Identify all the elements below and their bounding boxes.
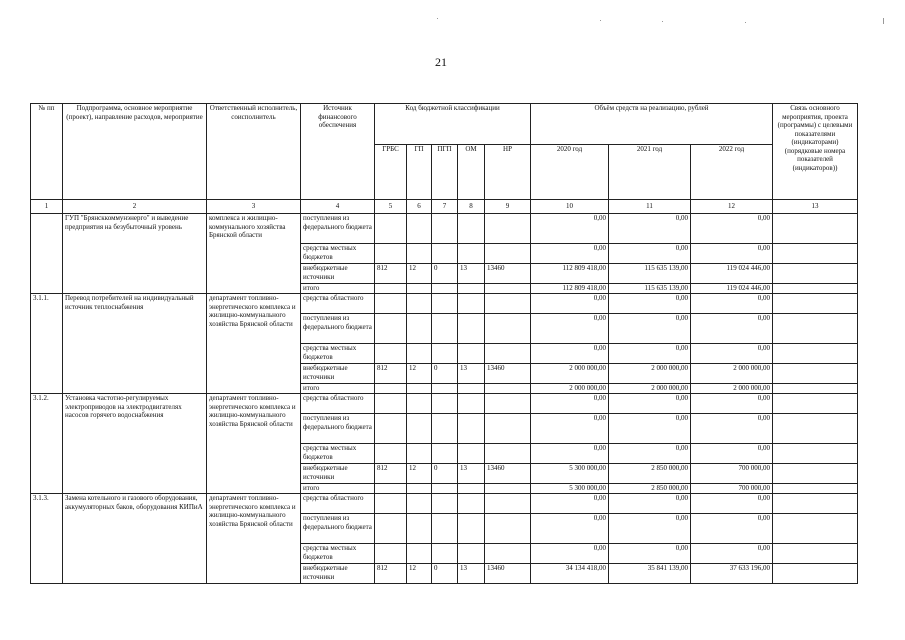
indicator-link <box>773 414 858 444</box>
code-pgp <box>432 384 458 394</box>
amount-2020: 2 000 000,00 <box>531 364 609 384</box>
code-om <box>458 514 485 544</box>
amount-2022: 0,00 <box>691 294 773 314</box>
measure-title: ГУП "Брянсккоммунэнерго" и выведение предприятия на безубыточный уровень <box>63 214 207 294</box>
code-grbs <box>375 514 407 544</box>
code-om <box>458 344 485 364</box>
code-pgp <box>432 414 458 444</box>
code-pgp <box>432 514 458 544</box>
code-om <box>458 244 485 264</box>
code-pgp <box>432 494 458 514</box>
code-pgp: 0 <box>432 464 458 484</box>
code-om: 13 <box>458 364 485 384</box>
amount-2021: 0,00 <box>609 294 691 314</box>
measure-number: 3.1.2. <box>31 394 63 494</box>
column-number: 12 <box>691 200 773 214</box>
amount-2021: 0,00 <box>609 414 691 444</box>
column-number-row <box>31 200 858 214</box>
code-grbs <box>375 384 407 394</box>
amount-2021: 0,00 <box>609 494 691 514</box>
column-number: 6 <box>407 200 432 214</box>
code-gp <box>407 284 432 294</box>
measure-title: Замена котельного и газового оборудования, аккумуляторных баков, оборудования КИПиА <box>63 494 207 584</box>
amount-2020: 0,00 <box>531 514 609 544</box>
header-link: Связь основного мероприятия, проекта (программы) с целевыми показателями (индикаторами) (порядковые номера показателей (индикаторов)) <box>773 104 858 200</box>
amount-2021: 0,00 <box>609 544 691 564</box>
amount-2021: 0,00 <box>609 314 691 344</box>
funding-source: итого <box>301 484 375 494</box>
indicator-link <box>773 314 858 344</box>
amount-2022: 119 024 446,00 <box>691 284 773 294</box>
amount-2020: 0,00 <box>531 214 609 244</box>
column-number: 9 <box>485 200 531 214</box>
code-nr <box>485 284 531 294</box>
code-nr: 13460 <box>485 264 531 284</box>
code-om <box>458 444 485 464</box>
amount-2021: 2 850 000,00 <box>609 484 691 494</box>
column-number: 1 <box>31 200 63 214</box>
code-om <box>458 494 485 514</box>
code-nr <box>485 394 531 414</box>
code-grbs: 812 <box>375 364 407 384</box>
code-grbs <box>375 394 407 414</box>
indicator-link <box>773 484 858 494</box>
code-pgp <box>432 484 458 494</box>
code-nr <box>485 244 531 264</box>
code-nr: 13460 <box>485 364 531 384</box>
code-grbs <box>375 344 407 364</box>
amount-2022: 0,00 <box>691 344 773 364</box>
scan-speck <box>662 21 663 22</box>
code-om <box>458 414 485 444</box>
measure-executor: комплекса и жилищно-коммунального хозяйства Брянской области <box>207 214 301 294</box>
code-gp <box>407 544 432 564</box>
code-gp <box>407 244 432 264</box>
code-grbs <box>375 444 407 464</box>
scan-speck <box>883 18 884 24</box>
code-nr <box>485 314 531 344</box>
amount-2022: 700 000,00 <box>691 464 773 484</box>
header-no: № пп <box>31 104 63 200</box>
measure-number <box>31 214 63 294</box>
amount-2022: 0,00 <box>691 544 773 564</box>
indicator-link <box>773 244 858 264</box>
code-nr <box>485 214 531 244</box>
header-om: ОМ <box>458 145 485 200</box>
amount-2022: 119 024 446,00 <box>691 264 773 284</box>
code-nr <box>485 494 531 514</box>
funding-source: внебюджетные источники <box>301 364 375 384</box>
column-number: 5 <box>375 200 407 214</box>
code-gp: 12 <box>407 564 432 584</box>
measure-executor: департамент топливно-энергетического комплекса и жилищно-коммунального хозяйства Брянской области <box>207 494 301 584</box>
amount-2021: 0,00 <box>609 514 691 544</box>
code-nr <box>485 484 531 494</box>
amount-2020: 34 134 418,00 <box>531 564 609 584</box>
funding-source: средства местных бюджетов <box>301 244 375 264</box>
header-source: Источник финансового обеспечения <box>301 104 375 200</box>
indicator-link <box>773 444 858 464</box>
funding-source: средства местных бюджетов <box>301 444 375 464</box>
column-number: 2 <box>63 200 207 214</box>
code-pgp <box>432 394 458 414</box>
measure-number: 3.1.1. <box>31 294 63 394</box>
table-row <box>31 494 858 514</box>
code-om <box>458 284 485 294</box>
indicator-link <box>773 264 858 284</box>
funding-source: средства местных бюджетов <box>301 544 375 564</box>
amount-2020: 5 300 000,00 <box>531 484 609 494</box>
funding-source: средства областного <box>301 294 375 314</box>
code-nr <box>485 344 531 364</box>
funding-source: внебюджетные источники <box>301 464 375 484</box>
header-amount: Объём средств на реализацию, рублей <box>531 104 773 145</box>
table-row <box>31 294 858 314</box>
code-pgp <box>432 284 458 294</box>
code-grbs: 812 <box>375 564 407 584</box>
code-om <box>458 544 485 564</box>
column-number: 8 <box>458 200 485 214</box>
amount-2021: 0,00 <box>609 214 691 244</box>
amount-2021: 2 850 000,00 <box>609 464 691 484</box>
amount-2022: 0,00 <box>691 394 773 414</box>
code-om: 13 <box>458 464 485 484</box>
column-number: 3 <box>207 200 301 214</box>
code-grbs <box>375 284 407 294</box>
indicator-link <box>773 464 858 484</box>
code-om <box>458 314 485 344</box>
amount-2020: 0,00 <box>531 394 609 414</box>
header-program: Подпрограмма, основное мероприятие (проект), направление расходов, мероприятие <box>63 104 207 200</box>
code-grbs <box>375 314 407 344</box>
code-pgp <box>432 244 458 264</box>
scan-speck <box>745 22 746 23</box>
code-grbs <box>375 494 407 514</box>
amount-2022: 0,00 <box>691 214 773 244</box>
amount-2022: 2 000 000,00 <box>691 384 773 394</box>
amount-2022: 700 000,00 <box>691 484 773 494</box>
code-grbs: 812 <box>375 464 407 484</box>
funding-source: поступления из федерального бюджета <box>301 514 375 544</box>
amount-2022: 2 000 000,00 <box>691 364 773 384</box>
code-nr <box>485 414 531 444</box>
column-number: 7 <box>432 200 458 214</box>
code-nr <box>485 294 531 314</box>
amount-2020: 0,00 <box>531 244 609 264</box>
amount-2022: 37 633 196,00 <box>691 564 773 584</box>
amount-2021: 0,00 <box>609 244 691 264</box>
amount-2020: 112 809 418,00 <box>531 284 609 294</box>
indicator-link <box>773 294 858 314</box>
code-pgp: 0 <box>432 564 458 584</box>
column-number: 10 <box>531 200 609 214</box>
indicator-link <box>773 214 858 244</box>
measure-title: Установка частотно-регулируемых электроприводов на электродвигателях насосов горячего водоснабжения <box>63 394 207 494</box>
code-gp: 12 <box>407 364 432 384</box>
code-nr <box>485 544 531 564</box>
funding-source: средства областного <box>301 394 375 414</box>
measure-number: 3.1.3. <box>31 494 63 584</box>
indicator-link <box>773 514 858 544</box>
code-gp <box>407 384 432 394</box>
amount-2020: 112 809 418,00 <box>531 264 609 284</box>
header-gp: ГП <box>407 145 432 200</box>
header-nr: НР <box>485 145 531 200</box>
header-2022: 2022 год <box>691 145 773 200</box>
code-nr: 13460 <box>485 564 531 584</box>
code-om <box>458 394 485 414</box>
amount-2020: 0,00 <box>531 444 609 464</box>
measure-executor: департамент топливно-энергетического комплекса и жилищно-коммунального хозяйства Брянской области <box>207 394 301 494</box>
funding-source: поступления из федерального бюджета <box>301 214 375 244</box>
amount-2021: 2 000 000,00 <box>609 384 691 394</box>
amount-2020: 0,00 <box>531 294 609 314</box>
table-row <box>31 394 858 414</box>
funding-source: внебюджетные источники <box>301 564 375 584</box>
code-pgp: 0 <box>432 364 458 384</box>
budget-table <box>30 103 858 584</box>
amount-2022: 0,00 <box>691 314 773 344</box>
amount-2020: 0,00 <box>531 414 609 444</box>
code-grbs <box>375 484 407 494</box>
code-grbs <box>375 214 407 244</box>
code-nr: 13460 <box>485 464 531 484</box>
code-nr <box>485 384 531 394</box>
indicator-link <box>773 394 858 414</box>
column-number: 11 <box>609 200 691 214</box>
code-pgp <box>432 214 458 244</box>
header-budget-code: Код бюджетной классификации <box>375 104 531 145</box>
code-gp: 12 <box>407 264 432 284</box>
amount-2020: 2 000 000,00 <box>531 384 609 394</box>
code-om <box>458 384 485 394</box>
code-gp <box>407 514 432 544</box>
funding-source: поступления из федерального бюджета <box>301 414 375 444</box>
amount-2020: 5 300 000,00 <box>531 464 609 484</box>
page-number: 21 <box>435 55 447 69</box>
code-pgp <box>432 294 458 314</box>
funding-source: поступления из федерального бюджета <box>301 314 375 344</box>
column-number: 4 <box>301 200 375 214</box>
amount-2021: 115 635 139,00 <box>609 264 691 284</box>
funding-source: средства местных бюджетов <box>301 344 375 364</box>
code-pgp <box>432 444 458 464</box>
indicator-link <box>773 364 858 384</box>
code-pgp: 0 <box>432 264 458 284</box>
code-pgp <box>432 314 458 344</box>
code-pgp <box>432 344 458 364</box>
indicator-link <box>773 284 858 294</box>
code-nr <box>485 444 531 464</box>
indicator-link <box>773 564 858 584</box>
code-grbs: 812 <box>375 264 407 284</box>
code-gp <box>407 294 432 314</box>
header-pgp: ПГП <box>432 145 458 200</box>
header-2021: 2021 год <box>609 145 691 200</box>
amount-2022: 0,00 <box>691 494 773 514</box>
amount-2020: 0,00 <box>531 344 609 364</box>
column-number: 13 <box>773 200 858 214</box>
amount-2022: 0,00 <box>691 444 773 464</box>
amount-2021: 2 000 000,00 <box>609 364 691 384</box>
code-grbs <box>375 294 407 314</box>
code-grbs <box>375 544 407 564</box>
header-2020: 2020 год <box>531 145 609 200</box>
code-pgp <box>432 544 458 564</box>
funding-source: внебюджетные источники <box>301 264 375 284</box>
funding-source: итого <box>301 384 375 394</box>
funding-source: средства областного <box>301 494 375 514</box>
code-gp <box>407 394 432 414</box>
indicator-link <box>773 544 858 564</box>
code-gp <box>407 314 432 344</box>
code-om: 13 <box>458 564 485 584</box>
code-gp: 12 <box>407 464 432 484</box>
amount-2020: 0,00 <box>531 314 609 344</box>
code-grbs <box>375 244 407 264</box>
code-gp <box>407 414 432 444</box>
indicator-link <box>773 384 858 394</box>
amount-2020: 0,00 <box>531 544 609 564</box>
amount-2022: 0,00 <box>691 514 773 544</box>
scan-speck <box>437 18 438 19</box>
code-gp <box>407 444 432 464</box>
code-gp <box>407 344 432 364</box>
amount-2020: 0,00 <box>531 494 609 514</box>
amount-2021: 0,00 <box>609 444 691 464</box>
code-gp <box>407 214 432 244</box>
measure-executor: департамент топливно-энергетического комплекса и жилищно-коммунального хозяйства Брянской области <box>207 294 301 394</box>
header-grbs: ГРБС <box>375 145 407 200</box>
code-nr <box>485 514 531 544</box>
amount-2022: 0,00 <box>691 244 773 264</box>
code-grbs <box>375 414 407 444</box>
funding-source: итого <box>301 284 375 294</box>
amount-2021: 0,00 <box>609 394 691 414</box>
code-gp <box>407 494 432 514</box>
header-executor: Ответственный исполнитель, соисполнитель <box>207 104 301 200</box>
indicator-link <box>773 344 858 364</box>
amount-2021: 115 635 139,00 <box>609 284 691 294</box>
amount-2021: 35 841 139,00 <box>609 564 691 584</box>
code-om <box>458 484 485 494</box>
code-gp <box>407 484 432 494</box>
amount-2022: 0,00 <box>691 414 773 444</box>
measure-title: Перевод потребителей на индивидуальный источник теплоснабжения <box>63 294 207 394</box>
code-om: 13 <box>458 264 485 284</box>
code-om <box>458 214 485 244</box>
amount-2021: 0,00 <box>609 344 691 364</box>
table-row <box>31 214 858 244</box>
scan-speck <box>600 20 601 21</box>
indicator-link <box>773 494 858 514</box>
code-om <box>458 294 485 314</box>
